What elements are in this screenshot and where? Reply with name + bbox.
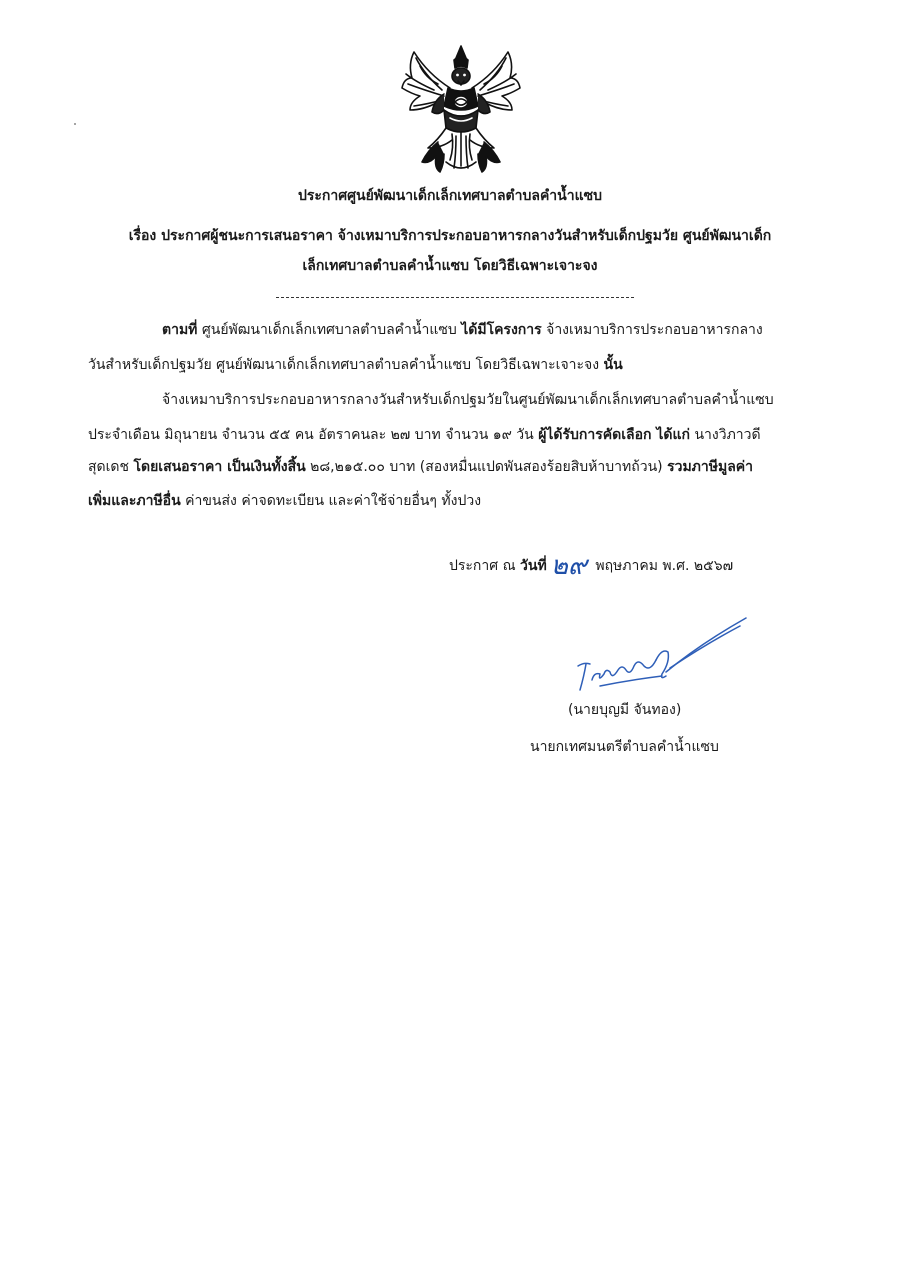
signatory-position: นายกเทศมนตรีตำบลคำน้ำแซบ [530, 739, 719, 755]
paragraph-2-line-3: สุดเดช โดยเสนอราคา เป็นเงินทั้งสิ้น ๒๘,๒๑๕.๐๐ บาท (สองหมื่นแปดพันสองร้อยสิบห้าบาทถ้วน) รวมภาษีมูลค่า [88, 459, 754, 475]
handwritten-day: ๒๙ [550, 551, 587, 581]
announcement-date: ประกาศ ณ วันที่ ๒๙ พฤษภาคม พ.ศ. ๒๕๖๗ [449, 551, 734, 581]
title-divider [276, 297, 634, 298]
paragraph-2-line-1: จ้างเหมาบริการประกอบอาหารกลางวันสำหรับเด็กปฐมวัยในศูนย์พัฒนาเด็กเล็กเทศบาลตำบลคำน้ำแซบ [162, 392, 774, 408]
scan-speck [74, 123, 76, 125]
garuda-emblem-icon [398, 44, 524, 176]
handwritten-signature-icon [570, 610, 760, 700]
paragraph-1-line-1: ตามที่ ศูนย์พัฒนาเด็กเล็กเทศบาลตำบลคำน้ำแซบ ได้มีโครงการ จ้างเหมาบริการประกอบอาหารกลาง [162, 322, 763, 338]
announcement-title: ประกาศศูนย์พัฒนาเด็กเล็กเทศบาลตำบลคำน้ำแซบ [297, 188, 603, 204]
subject-line-2: เล็กเทศบาลตำบลคำน้ำแซบ โดยวิธีเฉพาะเจาะจง [302, 258, 598, 274]
paragraph-2-line-2: ประจำเดือน มิถุนายน จำนวน ๕๕ คน อัตราคนละ ๒๗ บาท จำนวน ๑๙ วัน ผู้ได้รับการคัดเลือก ได้แก่ นางวิภาวดี [88, 427, 761, 443]
signatory-name: (นายบุญมี จันทอง) [568, 702, 682, 718]
paragraph-1-line-2: วันสำหรับเด็กปฐมวัย ศูนย์พัฒนาเด็กเล็กเทศบาลตำบลคำน้ำแซบ โดยวิธีเฉพาะเจาะจง นั้น [88, 357, 623, 373]
subject-line-1: เรื่อง ประกาศผู้ชนะการเสนอราคา จ้างเหมาบริการประกอบอาหารกลางวันสำหรับเด็กปฐมวัย ศูนย์พัฒนาเด็ก [128, 228, 772, 244]
paragraph-2-line-4: เพิ่มและภาษีอื่น ค่าขนส่ง ค่าจดทะเบียน และค่าใช้จ่ายอื่นๆ ทั้งปวง [88, 493, 482, 509]
